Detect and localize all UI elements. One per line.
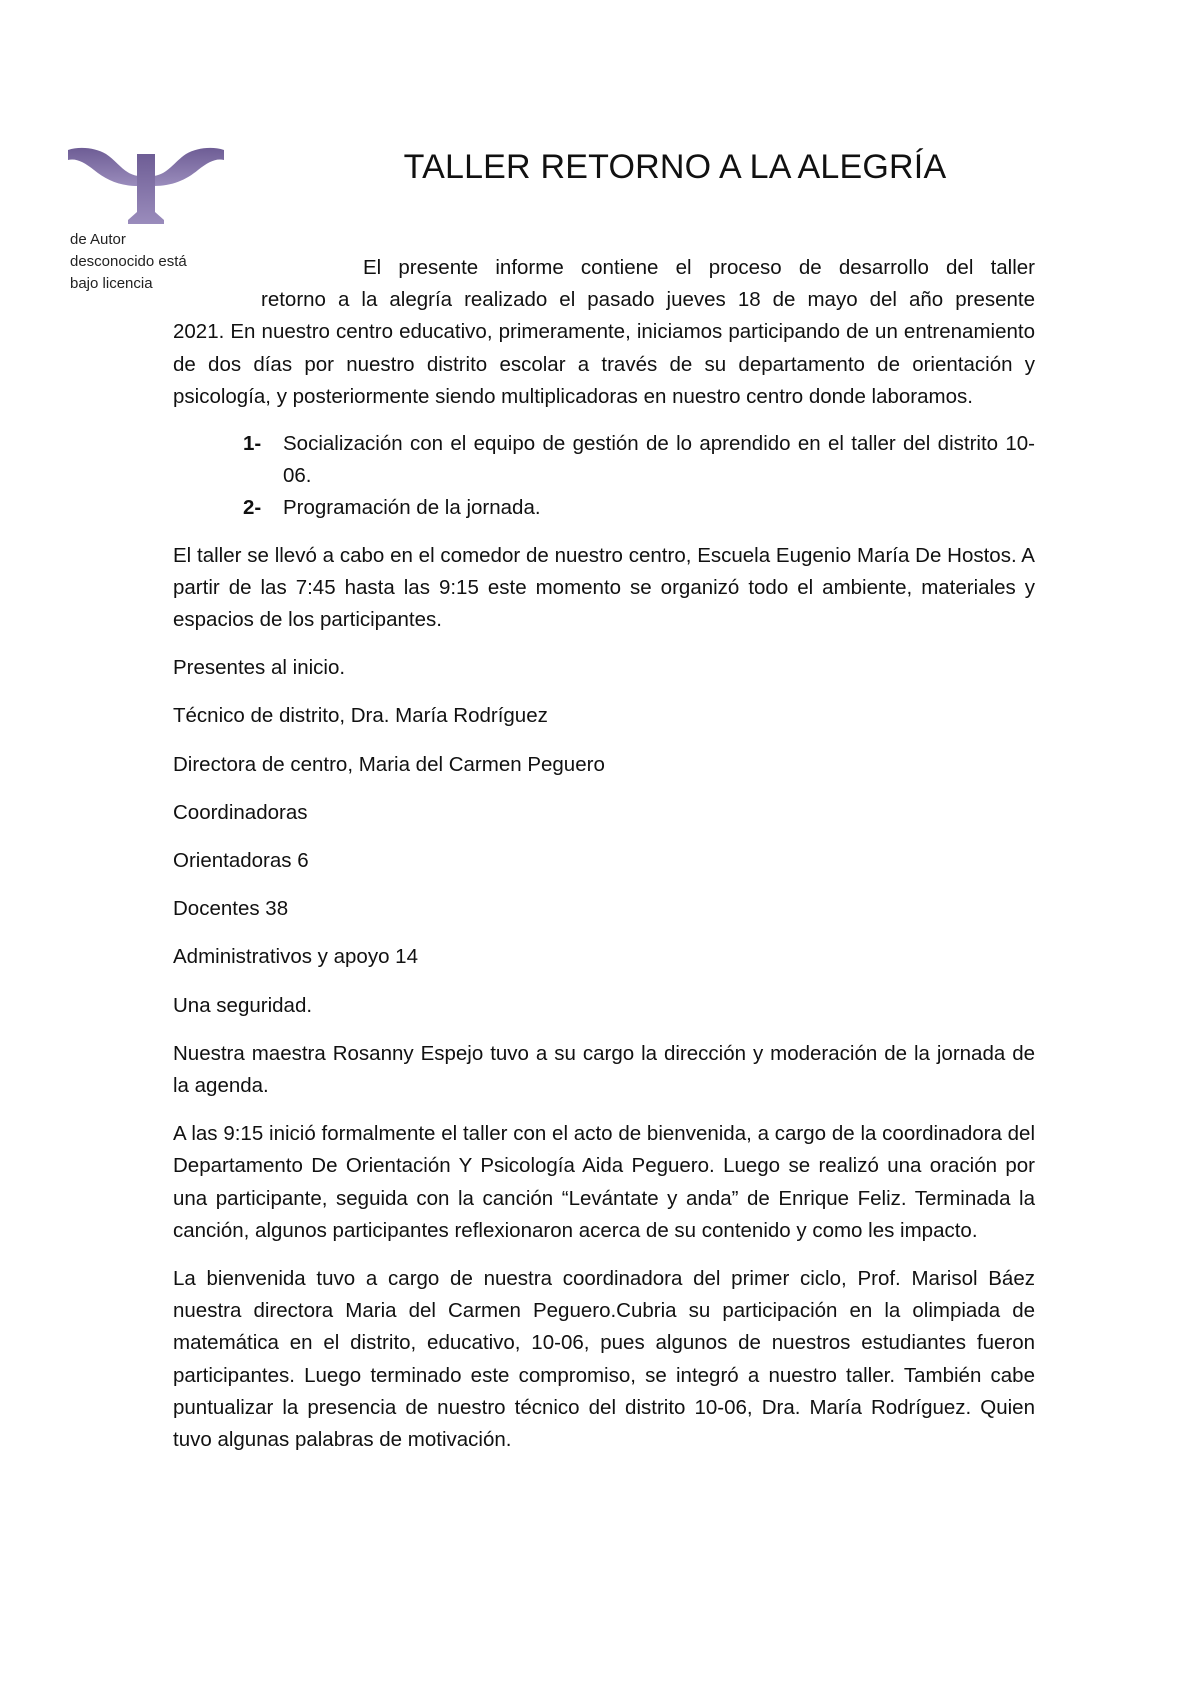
tecnico-line: Técnico de distrito, Dra. María Rodríguez	[173, 704, 548, 728]
list-item-text: Socialización con el equipo de gestión de lo aprendido en el taller del distrito 10-06.	[283, 432, 1035, 488]
docentes-line: Docentes 38	[173, 897, 289, 921]
intro-line-1: El presente informe contiene el proceso de desarrollo del taller	[363, 256, 1035, 279]
administrativos-line: Administrativos y apoyo 14	[173, 945, 418, 969]
directora-line: Directora de centro, Maria del Carmen Peguero	[173, 752, 605, 776]
orientadoras-line: Orientadoras 6	[173, 849, 309, 873]
caption-line-2: desconocido está	[70, 253, 187, 270]
document-body	[173, 252, 1035, 1472]
numbered-list	[173, 428, 1035, 525]
list-item-number: 1-	[243, 432, 262, 456]
inicio-paragraph: A las 9:15 inició formalmente el taller con el acto de bienvenida, a cargo de la coordinadora del Departamento De Orientación Y Psicología Aida Peguero. Luego se realizó una oración por una participante, seguida con la canción “Levántate y anda” de Enrique Feliz. Terminada la canción, algunos participantes reflexionaron acerca de su contenido y como les impacto.	[173, 1122, 1035, 1242]
document-title: TALLER RETORNO A LA ALEGRÍA	[403, 148, 947, 186]
intro-line-2: retorno a la alegría realizado el pasado jueves 18 de mayo del año presente	[261, 288, 1035, 312]
moderacion-paragraph: Nuestra maestra Rosanny Espejo tuvo a su cargo la dirección y moderación de la jornada de la agenda.	[173, 1041, 1035, 1098]
caption-line-3: bajo licencia	[70, 275, 153, 292]
coordinadoras-line: Coordinadoras	[173, 800, 308, 824]
caption-line-1: de Autor	[70, 231, 126, 248]
seguridad-line: Una seguridad.	[173, 993, 313, 1017]
list-item-number: 2-	[243, 496, 262, 520]
list-item	[245, 492, 1035, 524]
list-item	[245, 428, 1035, 492]
intro-rest: 2021. En nuestro centro educativo, primeramente, iniciamos participando de un entrenamiento de dos días por nuestro distrito escolar a través de su departamento de orientación y psicología, y posteriormente siendo multiplicadoras en nuestro centro donde laboramos.	[173, 320, 1035, 408]
list-item-text: Programación de la jornada.	[283, 496, 541, 520]
location-paragraph: El taller se llevó a cabo en el comedor de nuestro centro, Escuela Eugenio María De Hostos. A partir de las 7:45 hasta las 9:15 este momento se organizó todo el ambiente, materiales y espacios de los participantes.	[173, 543, 1035, 632]
presentes-line: Presentes al inicio.	[173, 656, 346, 680]
bienvenida-paragraph: La bienvenida tuvo a cargo de nuestra coordinadora del primer ciclo, Prof. Marisol Báez nuestra directora Maria del Carmen Peguero.Cubria su participación en la olimpiada de matemática en el distrito, educativo, 10-06, pues algunos de nuestros estudiantes fueron participantes. Luego terminado este compromiso, se integró a nuestro taller. También cabe puntualizar la presencia de nuestro técnico del distrito 10-06, Dra. María Rodríguez. Quien tuvo algunas palabras de motivación.	[173, 1267, 1035, 1452]
intro-paragraph	[173, 252, 1035, 413]
